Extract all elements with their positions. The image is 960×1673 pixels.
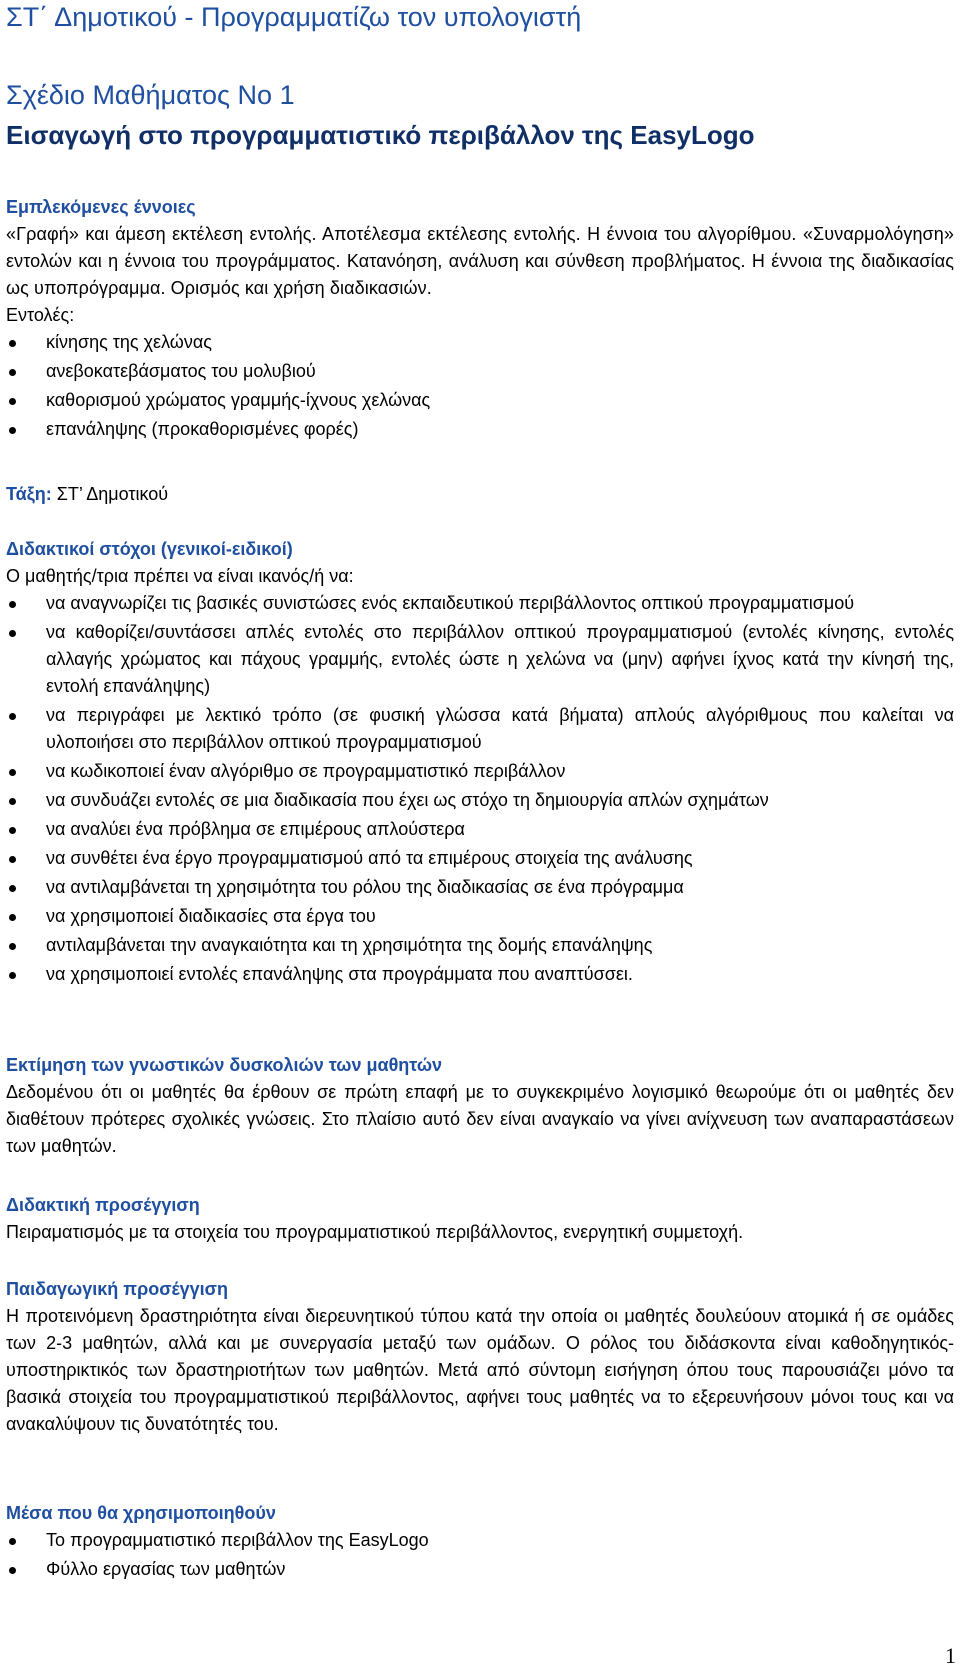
grade-label: Τάξη: xyxy=(6,484,52,504)
concepts-section xyxy=(6,194,954,445)
concepts-heading: Εμπλεκόμενες έννοιες xyxy=(6,197,196,217)
bullet-icon xyxy=(9,943,16,950)
means-heading: Μέσα που θα χρησιμοποιηθούν xyxy=(6,1503,276,1523)
means-section xyxy=(6,1500,954,1585)
list-item: αντιλαμβάνεται την αναγκαιότητα και τη χρησιμότητα της δομής επανάληψης xyxy=(6,932,954,959)
objectives-list xyxy=(6,590,954,988)
didactic-heading: Διδακτική προσέγγιση xyxy=(6,1195,200,1215)
concepts-text: «Γραφή» και άμεση εκτέλεση εντολής. Αποτέλεσμα εκτέλεσης εντολής. Η έννοια του αλγορίθμου. «Συναρμολόγηση» εντολών και η έννοια του προγράμματος. Κατανόηση, ανάλυση και σύνθεση προβλήματος. Η έννοια της διαδικασίας ως υποπρόγραμμα. Ορισμός και χρήση διαδικασιών. xyxy=(6,224,954,298)
bullet-icon xyxy=(9,914,16,921)
bullet-icon xyxy=(9,972,16,979)
bullet-icon xyxy=(9,713,16,720)
grade-value: ΣΤ’ Δημοτικού xyxy=(56,484,169,504)
didactic-section xyxy=(6,1192,954,1246)
didactic-text: Πειραματισμός με τα στοιχεία του προγραμματιστικού περιβάλλοντος, ενεργητική συμμετοχή. xyxy=(6,1222,744,1242)
list-item: να αντιλαμβάνεται τη χρησιμότητα του ρόλου της διαδικασίας σε ένα πρόγραμμα xyxy=(6,874,954,901)
list-item: να περιγράφει με λεκτικό τρόπο (σε φυσική γλώσσα κατά βήματα) απλούς αλγόριθμους που καλείται να υλοποιήσει στο περιβάλλον οπτικού προγραμματισμού xyxy=(6,702,954,756)
list-item: να αναγνωρίζει τις βασικές συνιστώσες ενός εκπαιδευτικού περιβάλλοντος οπτικού προγραμματισμού xyxy=(6,590,954,617)
list-item: ανεβοκατεβάσματος του μολυβιού xyxy=(6,358,954,385)
pedagogic-text: Η προτεινόμενη δραστηριότητα είναι διερευνητικού τύπου κατά την οποία οι μαθητές δουλεύουν ατομικά ή σε ομάδες των 2-3 μαθητών, αλλά και με συνεργασία μεταξύ των ομάδων. Ο ρόλος του διδάσκοντα είναι καθοδηγητικός-υποστηρικτικός των δραστηριοτήτων των μαθητών. Μετά από σύντομη εισήγηση όπου τους παρουσιάζει μόνο τα βασικά στοιχεία του προγραμματιστικού περιβάλλοντος, αφήνει τους μαθητές να το εξερευνήσουν μόνοι τους και να ανακαλύψουν τις δυνατότητές του. xyxy=(6,1306,954,1434)
lesson-plan-title: Εισαγωγή στο προγραμματιστικό περιβάλλον της EasyLogo xyxy=(6,120,755,150)
list-item: να συνθέτει ένα έργο προγραμματισμού από τα επιμέρους στοιχεία της ανάλυσης xyxy=(6,845,954,872)
list-item: Φύλλο εργασίας των μαθητών xyxy=(6,1556,954,1583)
bullet-icon xyxy=(9,427,16,434)
list-item: να αναλύει ένα πρόβλημα σε επιμέρους απλούστερα xyxy=(6,816,954,843)
bullet-icon xyxy=(9,398,16,405)
commands-label: Εντολές: xyxy=(6,305,75,325)
difficulties-text: Δεδομένου ότι οι μαθητές θα έρθουν σε πρώτη επαφή με το συγκεκριμένο λογισμικό θεωρούμε ότι οι μαθητές δεν διαθέτουν πρότερες σχολικές γνώσεις. Στο πλαίσιο αυτό δεν είναι αναγκαίο να γίνει ανίχνευση των αναπαραστάσεων των μαθητών. xyxy=(6,1082,954,1156)
list-item: να καθορίζει/συντάσσει απλές εντολές στο περιβάλλον οπτικού προγραμματισμού (εντολές κίνησης, εντολές αλλαγής χρώματος και πάχους γραμμής, εντολές ώστε η χελώνα να (μην) αφήνει ίχνος κατά την κίνησή της, εντολή επανάληψης) xyxy=(6,619,954,700)
list-item: να κωδικοποιεί έναν αλγόριθμο σε προγραμματιστικό περιβάλλον xyxy=(6,758,954,785)
bullet-icon xyxy=(9,798,16,805)
difficulties-heading: Εκτίμηση των γνωστικών δυσκολιών των μαθητών xyxy=(6,1055,443,1075)
grade-line xyxy=(6,481,954,508)
commands-list xyxy=(6,329,954,443)
means-list xyxy=(6,1527,954,1583)
bullet-icon xyxy=(9,885,16,892)
difficulties-section xyxy=(6,1052,954,1160)
bullet-icon xyxy=(9,630,16,637)
bullet-icon xyxy=(9,601,16,608)
lesson-plan-number: Σχέδιο Μαθήματος Νο 1 xyxy=(6,80,295,110)
objectives-intro: Ο μαθητής/τρια πρέπει να είναι ικανός/ή να: xyxy=(6,566,354,586)
list-item: να χρησιμοποιεί εντολές επανάληψης στα προγράμματα που αναπτύσσει. xyxy=(6,961,954,988)
bullet-icon xyxy=(9,1538,16,1545)
list-item: κίνησης της χελώνας xyxy=(6,329,954,356)
objectives-heading: Διδακτικοί στόχοι (γενικοί-ειδικοί) xyxy=(6,539,293,559)
objectives-section xyxy=(6,536,954,990)
bullet-icon xyxy=(9,769,16,776)
pedagogic-heading: Παιδαγωγική προσέγγιση xyxy=(6,1279,228,1299)
bullet-icon xyxy=(9,340,16,347)
list-item: να χρησιμοποιεί διαδικασίες στα έργα του xyxy=(6,903,954,930)
bullet-icon xyxy=(9,856,16,863)
list-item: επανάληψης (προκαθορισμένες φορές) xyxy=(6,416,954,443)
document-title: ΣΤ΄ Δημοτικού - Προγραμματίζω τον υπολογιστή xyxy=(6,2,582,32)
bullet-icon xyxy=(9,369,16,376)
list-item: να συνδυάζει εντολές σε μια διαδικασία που έχει ως στόχο τη δημιουργία απλών σχημάτων xyxy=(6,787,954,814)
bullet-icon xyxy=(9,1567,16,1574)
bullet-icon xyxy=(9,827,16,834)
list-item: Το προγραμματιστικό περιβάλλον της EasyLogo xyxy=(6,1527,954,1554)
page-number: 1 xyxy=(945,1643,956,1668)
list-item: καθορισμού χρώματος γραμμής-ίχνους χελώνας xyxy=(6,387,954,414)
pedagogic-section xyxy=(6,1276,954,1438)
